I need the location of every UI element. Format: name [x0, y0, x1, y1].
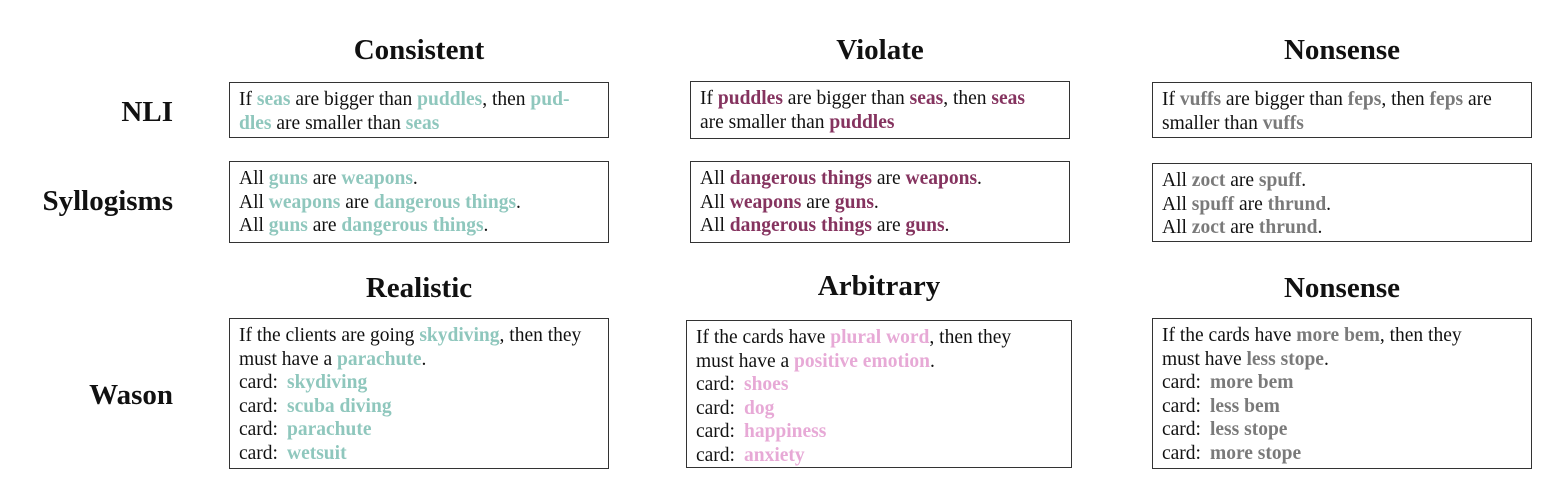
term: vuffs	[1179, 89, 1222, 110]
text: .	[1326, 193, 1332, 215]
syllogism-line	[1162, 169, 1522, 193]
card-line	[696, 420, 1062, 444]
card-line	[1162, 371, 1522, 395]
text: All	[239, 168, 269, 189]
text: are	[307, 168, 342, 189]
card-value: wetsuit	[286, 442, 347, 464]
text: are	[1225, 170, 1259, 191]
text: .	[516, 191, 521, 213]
text: All	[239, 191, 269, 213]
card-line	[696, 444, 1062, 468]
term: seas	[909, 88, 944, 109]
term: dangerous things	[373, 191, 517, 213]
card-value: anxiety	[743, 444, 805, 466]
term: puddles	[417, 89, 483, 110]
header-arbitrary: Arbitrary	[817, 270, 941, 302]
text: are	[1225, 217, 1259, 238]
text: .	[421, 348, 427, 370]
syllogism-line	[700, 214, 1060, 238]
row-label-syllogisms: Syllogisms	[42, 185, 173, 217]
term: plural word	[830, 327, 930, 348]
term: spuff	[1191, 193, 1235, 215]
text: .	[1301, 170, 1307, 191]
card-value: dog	[743, 397, 775, 419]
term: dangerous things	[341, 215, 484, 236]
row-label-wason: Wason	[89, 379, 173, 411]
text: must have a	[696, 350, 795, 372]
card-line	[239, 395, 599, 419]
term: skydiving	[419, 325, 500, 346]
card-value: scuba diving	[286, 395, 392, 417]
term: dangerous things	[729, 168, 872, 189]
card-line	[239, 371, 599, 395]
card-value: parachute	[286, 419, 372, 440]
header-consistent: Consistent	[353, 34, 485, 66]
text: .	[929, 350, 935, 372]
text: .	[483, 215, 489, 236]
syllogism-line	[1162, 193, 1522, 217]
text: All	[700, 215, 730, 236]
text: , then they	[499, 325, 582, 346]
header-nonsense-top: Nonsense	[1283, 34, 1400, 66]
text: If	[239, 89, 257, 110]
nli-consistent-line-1	[239, 88, 599, 112]
card-value: more bem	[1209, 372, 1294, 393]
term: thrund	[1258, 217, 1318, 238]
term: seas	[256, 89, 291, 110]
term: seas	[405, 112, 440, 134]
nli-violate-line-1	[700, 87, 1060, 111]
card-label: card:	[696, 374, 735, 395]
syllogism-line	[239, 191, 599, 215]
nli-violate-line-2	[700, 111, 1060, 135]
nli-violate-box	[690, 81, 1070, 139]
wason-nonsense-box	[1152, 318, 1532, 469]
text: are	[871, 215, 906, 236]
syllogisms-consistent-box	[229, 161, 609, 243]
card-label: card:	[696, 397, 735, 419]
card-line	[696, 373, 1062, 397]
term: weapons	[729, 191, 802, 213]
text: are	[307, 215, 342, 236]
nli-consistent-line-2	[239, 112, 599, 136]
text: .	[944, 215, 950, 236]
term: puddles	[829, 111, 895, 133]
text: All	[700, 191, 730, 213]
row-label-nli: NLI	[121, 96, 173, 128]
text: must have a	[239, 348, 338, 370]
text: are	[1234, 193, 1268, 215]
wason-line	[1162, 324, 1522, 348]
syllogism-line	[700, 191, 1060, 215]
nli-nonsense-box	[1152, 82, 1532, 138]
text: are smaller than	[271, 112, 406, 134]
syllogism-line	[239, 214, 599, 238]
card-label: card:	[239, 419, 278, 440]
text: .	[977, 168, 982, 189]
term: guns	[268, 168, 308, 189]
text: are bigger than	[1221, 89, 1348, 110]
card-line	[239, 418, 599, 442]
text: .	[412, 168, 418, 189]
card-label: card:	[239, 372, 278, 393]
term: feps	[1429, 89, 1464, 110]
term: zoct	[1191, 217, 1226, 238]
text: If the cards have	[1162, 325, 1297, 346]
header-nonsense-bottom: Nonsense	[1283, 272, 1400, 304]
text: are smaller than	[700, 111, 830, 133]
card-label: card:	[696, 444, 735, 466]
text: All	[1162, 217, 1192, 238]
card-label: card:	[1162, 419, 1201, 440]
text: All	[700, 168, 730, 189]
nli-nonsense-line-1	[1162, 88, 1522, 112]
term: zoct	[1191, 170, 1226, 191]
text: All	[239, 215, 269, 236]
text: are	[871, 168, 906, 189]
card-value: shoes	[743, 374, 789, 395]
text: are	[340, 191, 374, 213]
text: If the clients are going	[239, 325, 420, 346]
card-line	[1162, 418, 1522, 442]
text: , then	[1381, 89, 1430, 110]
card-value: less bem	[1209, 395, 1280, 417]
syllogism-line	[239, 167, 599, 191]
card-label: card:	[1162, 372, 1201, 393]
syllogisms-nonsense-box	[1152, 163, 1532, 242]
text: All	[1162, 193, 1192, 215]
nli-consistent-box	[229, 82, 609, 138]
term: guns	[834, 191, 874, 213]
header-violate: Violate	[836, 34, 924, 66]
card-value: more stope	[1209, 442, 1302, 464]
wason-line	[239, 348, 599, 372]
text: , then	[943, 88, 992, 109]
card-label: card:	[1162, 442, 1201, 464]
term: feps	[1347, 89, 1382, 110]
text: must have	[1162, 348, 1247, 370]
text: If the cards have	[696, 327, 831, 348]
card-label: card:	[239, 442, 278, 464]
card-line	[239, 442, 599, 466]
text: are bigger than	[290, 89, 418, 110]
term: dles	[239, 112, 272, 134]
card-value: happiness	[743, 421, 827, 442]
wason-realistic-box	[229, 318, 609, 469]
term: dangerous things	[729, 215, 872, 236]
term: thrund	[1267, 193, 1327, 215]
card-label: card:	[696, 421, 735, 442]
text: smaller than	[1162, 112, 1263, 134]
syllogism-line	[700, 167, 1060, 191]
term: puddles	[717, 88, 783, 109]
text: If	[1162, 89, 1180, 110]
text: If	[700, 88, 718, 109]
term: more bem	[1296, 325, 1380, 346]
term: positive emotion	[794, 350, 930, 372]
term: less stope	[1246, 348, 1324, 370]
text: are	[1463, 89, 1492, 110]
term: weapons	[268, 191, 341, 213]
text: .	[1323, 348, 1329, 370]
card-label: card:	[1162, 395, 1201, 417]
text: All	[1162, 170, 1192, 191]
text: are	[801, 191, 835, 213]
syllogisms-violate-box	[690, 161, 1070, 243]
term: weapons	[341, 168, 413, 189]
term: weapons	[905, 168, 978, 189]
text: , then they	[929, 327, 1012, 348]
term: spuff	[1258, 170, 1302, 191]
wason-line	[1162, 348, 1522, 372]
text: .	[873, 191, 879, 213]
header-realistic: Realistic	[365, 272, 473, 304]
card-line	[696, 397, 1062, 421]
wason-line	[239, 324, 599, 348]
wason-line	[696, 326, 1062, 350]
nli-nonsense-line-2	[1162, 112, 1522, 136]
text: are bigger than	[782, 88, 910, 109]
text: , then	[482, 89, 531, 110]
wason-arbitrary-box	[686, 320, 1072, 468]
term: vuffs	[1262, 112, 1304, 134]
card-value: skydiving	[286, 372, 368, 393]
card-line	[1162, 442, 1522, 466]
wason-line	[696, 350, 1062, 374]
term: seas	[991, 88, 1026, 109]
term: guns	[268, 215, 308, 236]
text: .	[1317, 217, 1323, 238]
term: pud-	[530, 89, 570, 110]
term: guns	[905, 215, 945, 236]
text: , then they	[1379, 325, 1462, 346]
card-value: less stope	[1209, 419, 1288, 440]
term: parachute	[337, 348, 422, 370]
card-line	[1162, 395, 1522, 419]
card-label: card:	[239, 395, 278, 417]
syllogism-line	[1162, 216, 1522, 240]
